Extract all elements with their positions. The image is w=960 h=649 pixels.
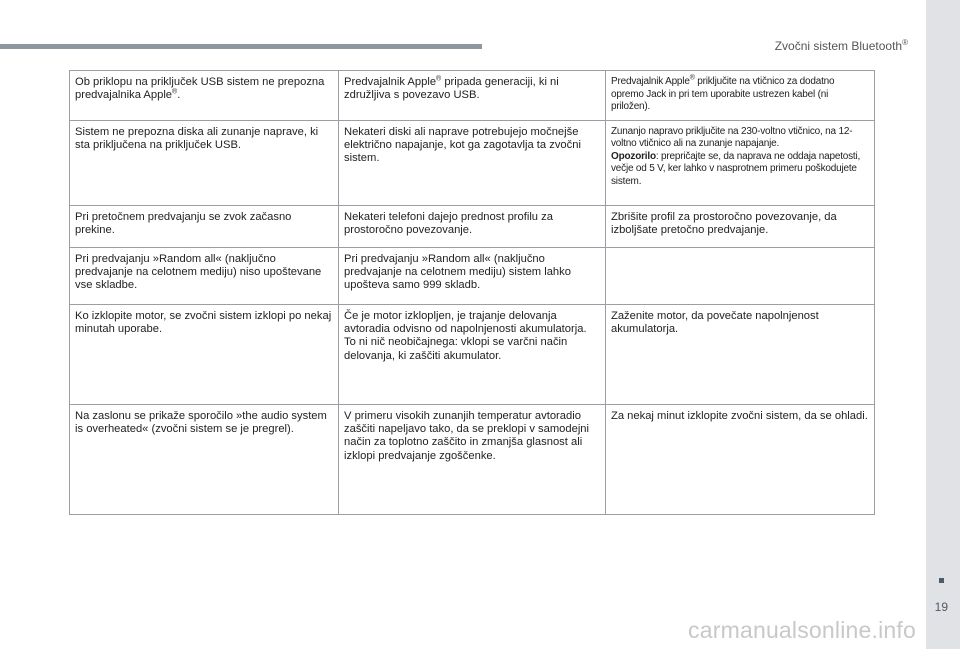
header-rule [0, 44, 482, 49]
problem-cell: Ob priklopu na priključek USB sistem ne prepozna predvajalnika Apple®. [70, 71, 339, 121]
cause-cell: Nekateri diski ali naprave potrebujejo močnejše električno napajanje, kot ga zagotavlja ta zvočni sistem. [339, 120, 606, 205]
page-number: 19 [934, 600, 948, 614]
warning-label: Opozorilo [611, 150, 656, 162]
solution-cell [606, 247, 875, 304]
table-row [70, 205, 875, 247]
problem-cell: Pri predvajanju »Random all« (naključno predvajanje na celotnem mediju) niso upoštevane vse skladbe. [70, 247, 339, 304]
troubleshooting-table [69, 70, 875, 515]
solution-cell: Za nekaj minut izklopite zvočni sistem, da se ohladi. [606, 404, 875, 514]
cause-cell: Če je motor izklopljen, je trajanje delovanja avtoradia odvisno od napolnjenosti akumulatorja. To ni nič neobičajnega: vklopi se varčni način delovanja, ki zaščiti akumulator. [339, 304, 606, 404]
problem-cell: Ko izklopite motor, se zvočni sistem izklopi po nekaj minutah uporabe. [70, 304, 339, 404]
cause-cell: Predvajalnik Apple® pripada generaciji, ki ni združljiva s povezavo USB. [339, 71, 606, 121]
problem-cell: Na zaslonu se prikaže sporočilo »the audio system is overheated« (zvočni sistem se je pregrel). [70, 404, 339, 514]
cause-cell: V primeru visokih zunanjih temperatur avtoradio zaščiti napeljavo tako, da se preklopi v samodejni način za toplotno zaščito in zmanjša glasnost ali izklopi predvajanje zgoščenke. [339, 404, 606, 514]
solution-cell: Zbrišite profil za prostoročno povezovanje, da izboljšate pretočno predvajanje. [606, 205, 875, 247]
table-row [70, 71, 875, 121]
table-row [70, 304, 875, 404]
cause-cell: Pri predvajanju »Random all« (naključno predvajanje na celotnem mediju) sistem lahko upošteva samo 999 skladb. [339, 247, 606, 304]
problem-cell: Pri pretočnem predvajanju se zvok začasno prekine. [70, 205, 339, 247]
page-title: Zvočni sistem Bluetooth® [774, 38, 908, 53]
table-row [70, 247, 875, 304]
side-bar [926, 0, 960, 649]
table-row [70, 404, 875, 514]
solution-cell: Zunanjo napravo priključite na 230-voltno vtičnico, na 12-voltno vtičnico ali na zunanje napajanje. Opozorilo: prepričajte se, da naprava ne oddaja napetosti, večje od 5 V, ker lahko v nasprotnem primeru poškodujete sistem. [606, 120, 875, 205]
solution-cell: Predvajalnik Apple® priključite na vtičnico za dodatno opremo Jack in pri tem uporabite ustrezen kabel (ni priložen). [606, 71, 875, 121]
cause-cell: Nekateri telefoni dajejo prednost profilu za prostoročno povezovanje. [339, 205, 606, 247]
problem-cell: Sistem ne prepozna diska ali zunanje naprave, ki sta priključena na priključek USB. [70, 120, 339, 205]
watermark: carmanualsonline.info [688, 617, 916, 643]
page-marker [939, 578, 944, 583]
solution-cell: Zaženite motor, da povečate napolnjenost akumulatorja. [606, 304, 875, 404]
table-row [70, 120, 875, 205]
